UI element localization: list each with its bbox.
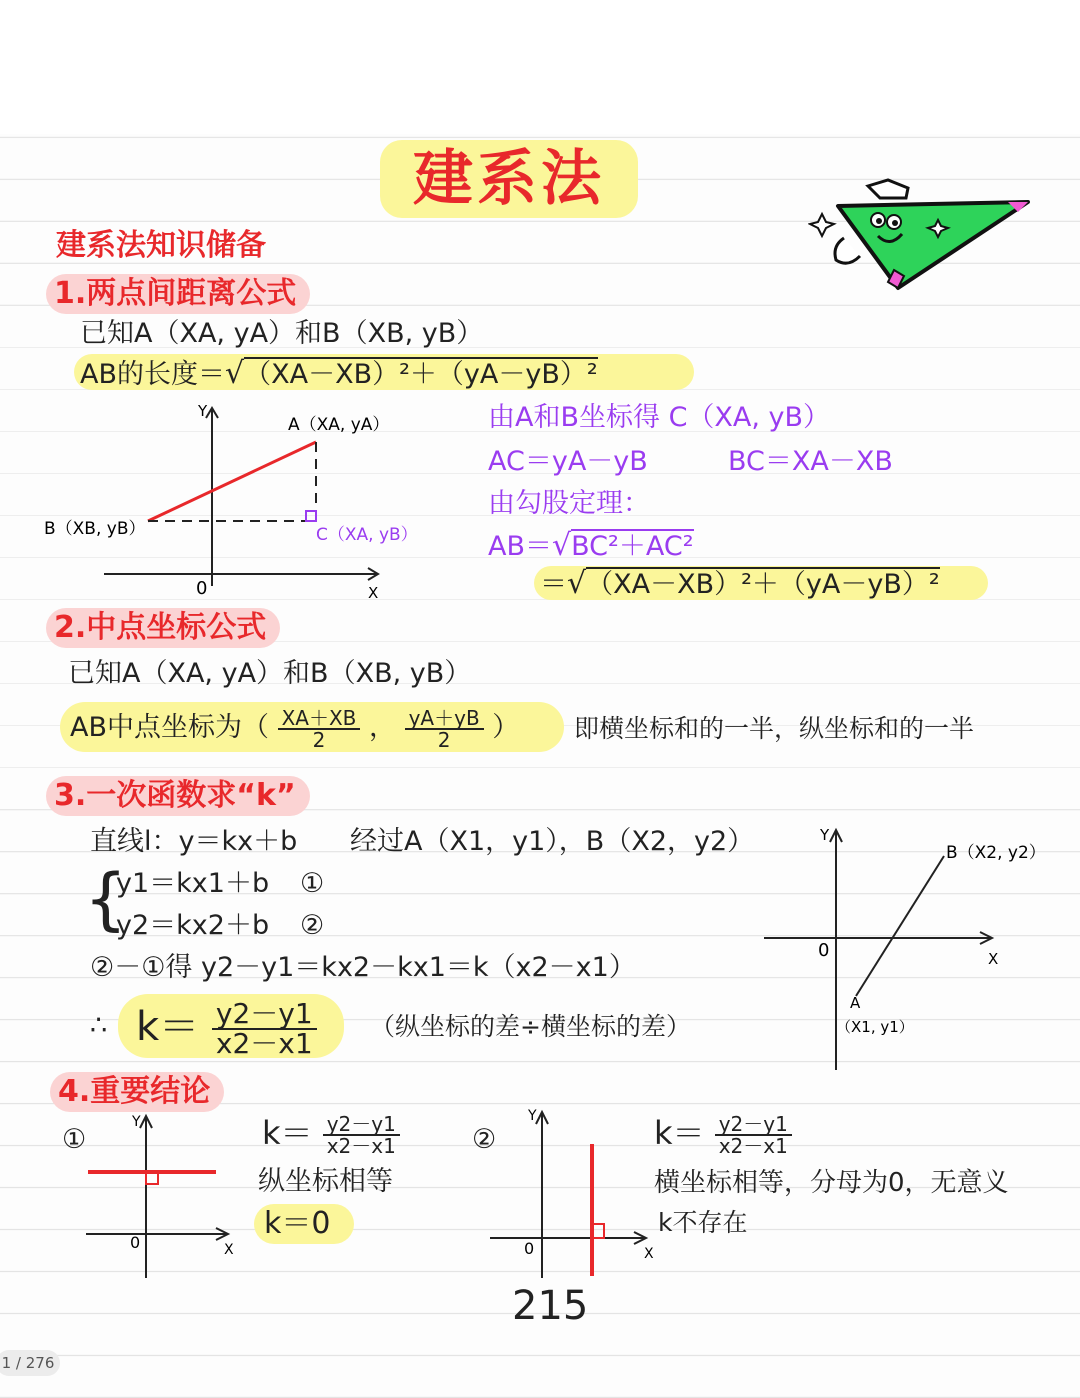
section1-given: 已知A（XA, yA）和B（XB, yB） [80, 318, 484, 349]
right-angle-marker [306, 511, 316, 521]
x-axis-label: X [988, 950, 999, 968]
section3-line-equation: 直线l：y＝kx＋b [90, 826, 298, 857]
derivation-pythagoras: 由勾股定理： [488, 488, 650, 519]
section1-formula [80, 356, 598, 393]
sqrt-icon: √ [567, 566, 587, 601]
k-fraction [212, 997, 317, 1060]
section2-given: 已知A（XA, yA）和B（XB, yB） [68, 658, 472, 689]
x-axis-label: X [644, 1246, 654, 1262]
midpoint-x-numerator: XA＋XB [278, 708, 361, 730]
midpoint-x-denominator: 2 [312, 727, 326, 752]
k-denominator: x2－x1 [215, 1027, 313, 1060]
therefore-symbol: ∴ [90, 1010, 108, 1041]
midpoint-x-fraction [278, 705, 361, 752]
midpoint-y-fraction [405, 705, 484, 752]
point-a-name: A [850, 994, 861, 1012]
page-title: 建系法 [380, 140, 638, 218]
section2-heading: 2.中点坐标公式 [46, 608, 280, 648]
origin-label: 0 [524, 1239, 535, 1258]
mascot-hand-waving [835, 238, 860, 263]
midpoint-y-denominator: 2 [437, 727, 451, 752]
derivation-result-body: （XA－XB）²＋（yA－yB）² [586, 569, 940, 600]
linear-function-graph [756, 820, 1056, 1076]
derivation-result [540, 566, 940, 603]
segment-ab [148, 442, 316, 521]
mascot-hand-pointing [868, 180, 908, 198]
derivation-ab [488, 528, 694, 565]
k-numerator: y2－y1 [212, 1000, 317, 1030]
system-brace: { [84, 860, 128, 939]
y-axis-label: Y [528, 1108, 537, 1124]
section2-note: 即横坐标和的一半，纵坐标和的一半 [574, 714, 975, 743]
point-b-label: B（X2, y2） [946, 843, 1046, 863]
midpoint-close-paren: ） [492, 712, 520, 743]
midpoint-comma: ， [369, 712, 396, 743]
section2-formula [70, 706, 519, 750]
derivation-bc: BC＝XA－XB [728, 446, 893, 477]
point-b-label: B（XB, yB） [44, 519, 146, 539]
point-a-label: （X1, y1） [836, 1018, 914, 1036]
origin-label: 0 [130, 1233, 141, 1252]
derivation-step1: 由A和B坐标得 C（XA, yB） [488, 402, 831, 433]
page-counter-badge: 1 / 276 [0, 1350, 60, 1376]
case1-result: k＝0 [264, 1206, 331, 1241]
k-formula [136, 997, 317, 1060]
derivation-result-prefix: ＝ [540, 569, 567, 600]
case1-formula [262, 1110, 400, 1156]
x-axis-label: X [224, 1242, 234, 1258]
case2-result: k不存在 [658, 1208, 748, 1237]
case1-denominator: x2－x1 [326, 1134, 396, 1158]
case2-denominator: x2－x1 [718, 1134, 788, 1158]
sparkle-icon [810, 214, 834, 236]
section3-heading: 3.一次函数求“k” [46, 776, 310, 816]
point-c-label: C（XA, yB） [316, 525, 418, 545]
case1-graph [80, 1108, 250, 1280]
sqrt-icon: √ [225, 356, 245, 391]
case2-graph [486, 1104, 662, 1280]
system-eq1: y1＝kx1＋b [116, 868, 270, 899]
triangle-body [838, 202, 1028, 288]
system-eq1-marker: ① [300, 868, 325, 899]
derivation-ac: AC＝yA－yB [488, 446, 648, 477]
system-subtract: ②－①得 y2－y1＝kx2－kx1＝k（x2－x1） [90, 952, 636, 983]
system-eq2: y2＝kx2＋b [116, 910, 270, 941]
triangle-mascot-illustration [808, 176, 1038, 294]
sqrt-icon: √ [552, 528, 572, 563]
origin-label: 0 [196, 578, 208, 599]
case1-text: 纵坐标相等 [258, 1166, 393, 1197]
case1-numerator: y2－y1 [323, 1114, 400, 1136]
derivation-ab-prefix: AB＝ [488, 531, 552, 562]
k-formula-note: （纵坐标的差÷横坐标的差） [370, 1012, 691, 1041]
case2-marker: ② [472, 1124, 497, 1155]
y-axis-label: Y [132, 1114, 141, 1130]
case2-text: 横坐标相等，分母为0，无意义 [654, 1168, 1009, 1198]
x-axis-label: X [368, 584, 379, 600]
system-eq2-marker: ② [300, 910, 325, 941]
origin-label: 0 [818, 940, 830, 961]
section1-formula-prefix: AB的长度＝ [80, 359, 225, 390]
y-axis-label: Y [198, 402, 208, 420]
case2-k-prefix: k＝ [654, 1114, 705, 1152]
case2-numerator: y2－y1 [715, 1114, 792, 1136]
section4-heading: 4.重要结论 [50, 1072, 224, 1112]
case2-fraction [715, 1114, 792, 1156]
case1-marker: ① [62, 1124, 87, 1155]
case2-formula [654, 1110, 792, 1156]
line-ab [856, 856, 944, 996]
distance-graph [40, 400, 420, 600]
point-a-label: A（XA, yA） [288, 415, 390, 435]
section1-formula-body: （XA－XB）²＋（yA－yB）² [244, 359, 598, 390]
case1-k-prefix: k＝ [262, 1114, 313, 1152]
subtitle: 建系法知识储备 [56, 228, 266, 263]
section3-line-points: 经过A（X1，y1），B（X2，y2） [350, 826, 755, 857]
section2-formula-prefix: AB中点坐标为（ [70, 712, 269, 743]
section1-heading: 1.两点间距离公式 [46, 274, 310, 314]
page-top-margin [0, 0, 1080, 134]
case1-fraction [323, 1114, 400, 1156]
y-axis-label: Y [820, 826, 830, 844]
k-formula-prefix: k＝ [136, 1004, 200, 1050]
page-number: 215 [512, 1283, 589, 1329]
derivation-ab-body: BC²＋AC² [571, 531, 694, 562]
midpoint-y-numerator: yA＋yB [405, 708, 484, 730]
